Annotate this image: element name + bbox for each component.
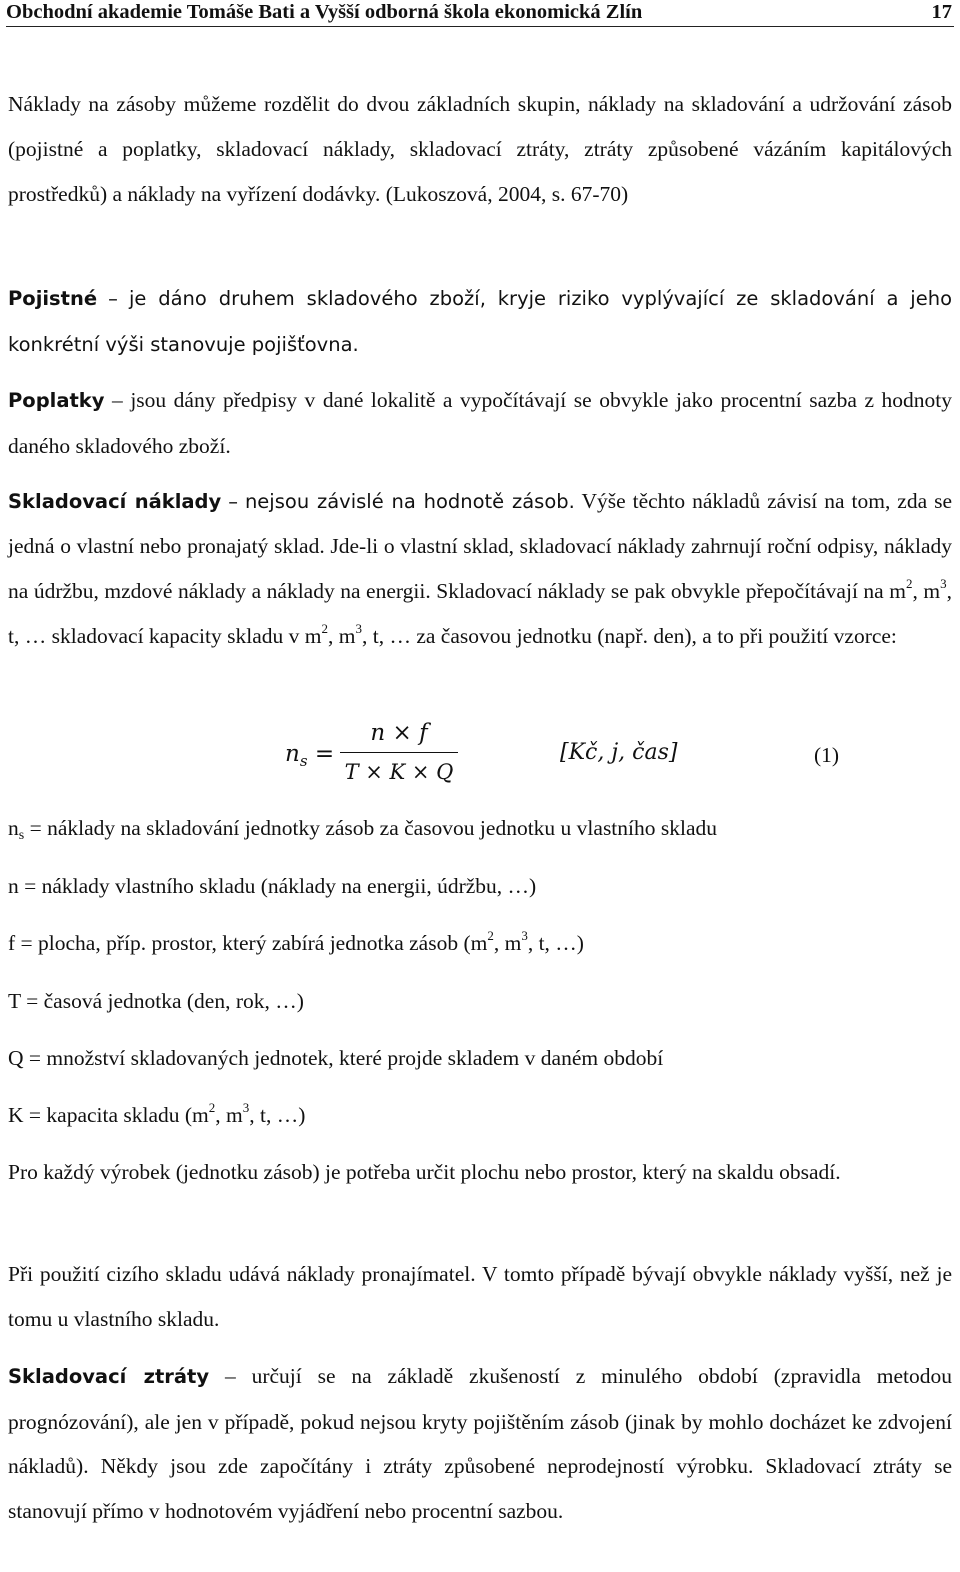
skladovaci-naklady-text-e: , m [327, 624, 356, 648]
unit-superscript: 2 [905, 575, 913, 591]
header-school-name: Obchodní akademie Tomáše Bati a Vyšší odborná škola ekonomická Zlín [6, 1, 643, 23]
unit-superscript: 3 [242, 1099, 250, 1115]
definition-f-text-b: , m [493, 931, 522, 955]
unit-superscript: 3 [521, 927, 528, 943]
cizi-sklad-paragraph: Při použití cizího skladu udává náklady pronajímatel. V tomto případě bývají obvykle náklady vyšší, než je tomu u vlastního skladu. [8, 1262, 952, 1331]
pojistne-text: je dáno druhem skladového zboží, kryje riziko vyplývající ze skladování a jeho konkrétní výši stanovuje pojišťovna. [8, 287, 952, 356]
skladovaci-ztraty-term: Skladovací ztráty [8, 1365, 210, 1388]
definition-f-text-a: f = plocha, příp. prostor, který zabírá jednotka zásob (m [8, 931, 488, 955]
pojistne-paragraph [8, 276, 952, 367]
skladovaci-naklady-text-d: , t, … skladovací kapacity skladu v m [8, 579, 952, 648]
pojistne-term: Pojistné [8, 287, 98, 310]
skladovaci-naklady-text-f: , t, … za časovou jednotku (např. den), a to při použití vzorce: [361, 624, 897, 648]
definition-K [8, 1101, 305, 1129]
skladovaci-naklady-paragraph [8, 479, 952, 659]
definition-ns [8, 814, 717, 842]
pojistne-dash: – [108, 287, 118, 310]
definition-T: T = časová jednotka (den, rok, …) [8, 989, 304, 1013]
page-number: 17 [931, 1, 952, 23]
formula-block [0, 716, 960, 792]
definition-n: n = náklady vlastního skladu (náklady na energii, údržbu, …) [8, 874, 537, 898]
formula-lhs [285, 741, 335, 770]
poplatky-dash: – [112, 388, 123, 412]
formula-fraction [340, 716, 458, 789]
definition-f-text-c: , t, …) [527, 931, 584, 955]
skladovaci-ztraty-dash: – [224, 1364, 236, 1388]
formula-lhs-subscript: s [299, 752, 308, 770]
skladovaci-ztraty-text: určují se na základě zkušeností z minulého období (zpravidla metodou prognózování), ale jen v případě, pokud nejsou kryty pojištěním zásob (jinak by mohlo docházet ke zdvojení nákladů). Někdy jsou zde započítány i ztráty způsobené neprodejností výrobku. Skladovací ztráty se stanovují přímo v hodnotovém vyjádření nebo procentní sazbou. [8, 1364, 953, 1523]
formula-numerator: n × f [370, 720, 428, 746]
definition-Q: Q = množství skladovaných jednotek, které projde skladem v daném období [8, 1046, 664, 1070]
definition-ns-symbol: n [8, 816, 19, 840]
running-header [6, 0, 954, 27]
poplatky-term: Poplatky [8, 389, 105, 412]
skladovaci-naklady-text-c: , m [912, 579, 941, 603]
unit-superscript: 3 [355, 620, 362, 636]
formula-unit: [Kč, j, čas] [560, 740, 678, 765]
formula-denominator: T × K × Q [344, 760, 454, 784]
skladovaci-naklady-term: Skladovací náklady [8, 490, 222, 513]
unit-superscript: 2 [321, 620, 328, 636]
equation-number: (1) [814, 743, 840, 767]
skladovaci-naklady-text-a: nejsou závislé na hodnotě zásob. [244, 490, 575, 513]
kazdy-vyrobek-paragraph: Pro každý výrobek (jednotku zásob) je potřeba určit plochu nebo prostor, který na skaldu obsadí. [8, 1160, 841, 1184]
poplatky-paragraph [8, 378, 952, 468]
skladovaci-ztraty-paragraph [8, 1354, 952, 1533]
definition-K-text-a: K = kapacita skladu (m [8, 1103, 209, 1127]
skladovaci-naklady-dash: – [228, 490, 238, 513]
skladovaci-naklady-text-b: Výše těchto nákladů závisí na tom, zda se jedná o vlastní nebo pronajatý sklad. Jde-li o vlastní sklad, skladovací náklady zahrnují roční odpisy, náklady na údržbu, mzdové náklady a náklady na energii. Skladovací náklady se pak obvykle přepočítávají na m [8, 489, 953, 603]
formula-equals: = [314, 741, 335, 767]
unit-superscript: 3 [940, 575, 947, 591]
unit-superscript: 2 [487, 927, 494, 943]
definition-ns-text: = náklady na skladování jednotky zásob za časovou jednotku u vlastního skladu [24, 816, 718, 840]
unit-superscript: 2 [208, 1099, 216, 1115]
poplatky-text: jsou dány předpisy v dané lokalitě a vypočítávají se obvykle jako procentní sazba z hodnoty daného skladového zboží. [8, 388, 953, 458]
definition-f [8, 929, 584, 957]
formula-lhs-symbol: n [285, 741, 300, 767]
intro-paragraph: Náklady na zásoby můžeme rozdělit do dvou základních skupin, náklady na skladování a udržování zásob (pojistné a poplatky, skladovací náklady, skladovací ztráty, ztráty způsobené vázáním kapitálových prostředků) a náklady na vyřízení dodávky. (Lukoszová, 2004, s. 67-70) [8, 92, 952, 206]
definition-K-text-b: , m [215, 1103, 243, 1127]
fraction-bar [340, 752, 458, 753]
definition-K-text-c: , t, …) [249, 1103, 306, 1127]
definition-ns-subscript: s [18, 828, 25, 843]
